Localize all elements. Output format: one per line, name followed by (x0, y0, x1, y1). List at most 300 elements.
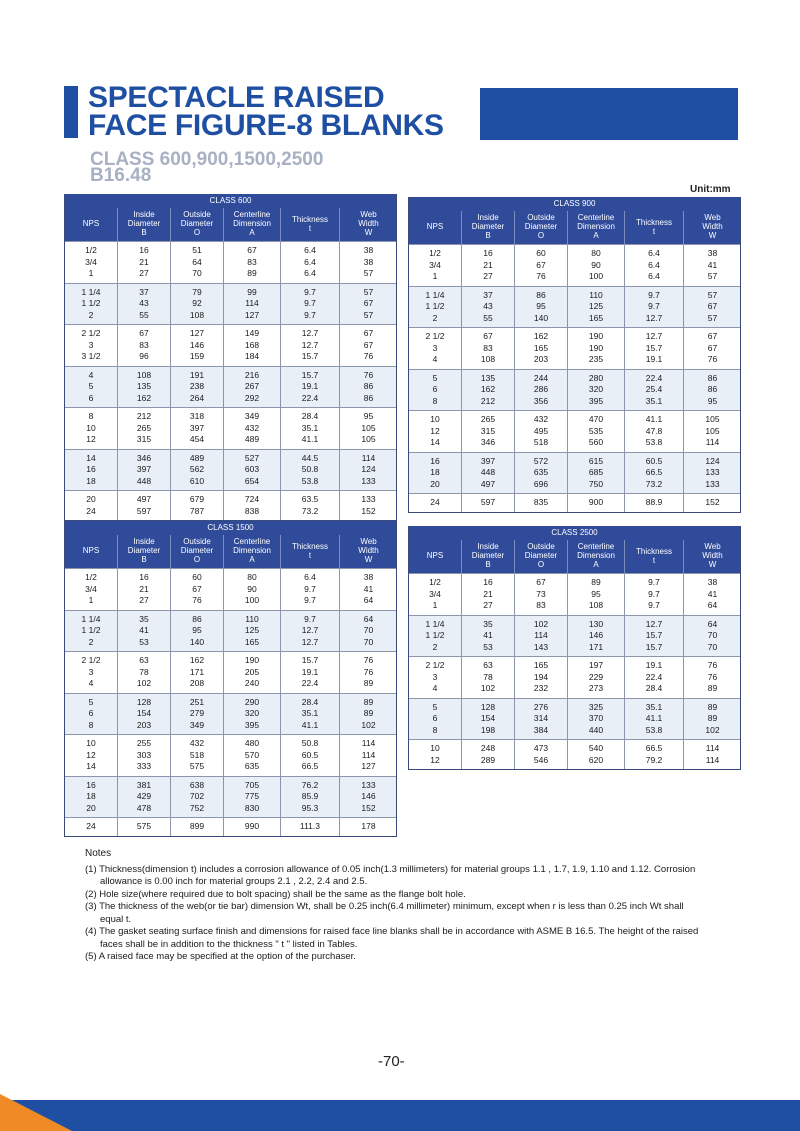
table-cell: 229 (588, 671, 604, 682)
column-header-inside-diameter (117, 208, 170, 241)
table-cell: 67 (536, 577, 546, 587)
table-column-cells (339, 735, 397, 776)
table-column-cells (170, 694, 223, 735)
table-cell: 1 1/4 (425, 618, 445, 629)
table-cell: 89 (707, 683, 718, 693)
column-header-thickness (624, 211, 683, 244)
title-decor-block (480, 88, 738, 140)
table-cell: 60.5 (301, 749, 319, 760)
column-header-nps (409, 540, 461, 573)
table-column-cells (339, 694, 397, 735)
table-cell: 146 (361, 791, 376, 801)
table-column-cells (514, 370, 567, 411)
table-column-cells (461, 411, 514, 452)
column-header-web-width (339, 535, 397, 568)
table-cell: 610 (189, 475, 205, 486)
column-header-text: Dimension (577, 221, 615, 231)
table-cell: 92 (192, 298, 202, 308)
table-cell: 114 (361, 452, 376, 463)
table-cell: 203 (136, 719, 152, 730)
table-column-cells (117, 491, 170, 520)
table-cell: 128 (136, 696, 152, 707)
table-cell: 14 (86, 452, 96, 463)
table-cell: 212 (136, 411, 152, 421)
table-cell: 12.7 (301, 625, 319, 635)
table-column-cells (339, 818, 397, 836)
table-cell: 303 (136, 749, 152, 760)
table-column-cells (65, 611, 117, 652)
column-header-text: O (193, 228, 201, 238)
table-cell: 9.7 (304, 298, 316, 308)
table-column-cells (514, 453, 567, 494)
column-header-text: W (708, 231, 717, 241)
column-header-text: Diameter (471, 550, 505, 560)
table-cell: 346 (136, 452, 152, 463)
table-column-cells (117, 450, 170, 491)
table-column-cells (683, 370, 741, 411)
table-cell: 44.5 (301, 452, 319, 463)
table-column-cells (514, 245, 567, 286)
table-column-cells (223, 818, 280, 836)
table-cell: 66.5 (645, 467, 663, 477)
table-cell: 41 (707, 259, 718, 270)
table-cell: 10 (86, 738, 96, 748)
table-row-group (409, 656, 740, 698)
table-cell: 12 (430, 754, 440, 765)
table-cell: 2 1/2 (81, 328, 101, 338)
table-column-cells (624, 370, 683, 411)
column-header-text: Centerline (233, 210, 271, 220)
table-cell: 165 (244, 636, 260, 647)
title-line-2: FACE FIGURE-8 BLANKS (88, 109, 444, 142)
table-column-cells (280, 569, 339, 610)
table-column-cells (514, 574, 567, 615)
table-column-cells (409, 616, 461, 657)
table-cell: 232 (533, 683, 549, 693)
table-cell: 6.4 (304, 256, 316, 267)
column-header-text: NPS (82, 546, 100, 556)
table-cell: 19.1 (301, 381, 319, 391)
table-cell: 43 (483, 301, 493, 311)
table-cell: 70 (707, 641, 718, 652)
table-cell: 146 (588, 630, 604, 640)
table-cell: 53.8 (301, 475, 319, 486)
table-class-label: CLASS 2500 (409, 526, 740, 540)
table-cell: 9.7 (304, 309, 316, 320)
table-cell: 67 (483, 331, 493, 341)
column-header-text: Outside (527, 542, 555, 552)
table-cell: 635 (244, 761, 260, 771)
table-column-cells (514, 657, 567, 698)
table-cell: 454 (189, 434, 205, 444)
table-cell: 100 (588, 271, 604, 281)
table-cell: 105 (361, 422, 376, 433)
column-header-text: Thickness (291, 214, 328, 224)
table-cell: 149 (244, 328, 260, 338)
table-row-group (65, 734, 396, 776)
table-cell: 696 (533, 478, 549, 489)
table-cell: 1 (432, 600, 438, 610)
table-cell: 12.7 (301, 328, 319, 338)
table-cell: 238 (189, 381, 205, 391)
column-header-outside-diameter (170, 535, 223, 568)
table-column-cells (280, 818, 339, 836)
table-cell: 67 (247, 245, 257, 255)
table-cell: 3 (432, 342, 438, 353)
table-cell: 1 1/2 (81, 625, 101, 635)
table-cell: 105 (705, 425, 720, 436)
table-column-cells (223, 408, 280, 449)
table-column-cells (683, 453, 741, 494)
table-column-cells (117, 652, 170, 693)
table-cell: 9.7 (304, 613, 316, 624)
table-cell: 89 (707, 713, 718, 723)
table-cell: 497 (136, 494, 152, 504)
table-cell: 448 (136, 475, 152, 486)
table-column-cells (409, 328, 461, 369)
table-cell: 2 1/2 (425, 660, 445, 670)
table-row-group (409, 615, 740, 657)
column-header-text: Diameter (524, 221, 558, 231)
table-cell: 162 (533, 331, 549, 341)
table-column-cells (65, 242, 117, 283)
table-cell: 24 (430, 497, 440, 507)
table-cell: 16 (483, 248, 493, 258)
table-cell: 165 (533, 342, 549, 353)
column-header-text: Centerline (577, 542, 615, 552)
column-header-text: Inside (477, 213, 499, 223)
note-1: (1) Thickness(dimension t) includes a corrosion allowance of 0.05 inch(1.3 millimeters) for material groups 1.1 , 1.7, 1.9, 1.10 and 1.12. Corrosion (85, 863, 696, 875)
table-cell: 55 (139, 309, 149, 320)
table-column-cells (339, 777, 397, 818)
table-cell: 6 (88, 708, 94, 718)
table-cell: 19.1 (645, 660, 663, 670)
table-cell: 6 (88, 392, 94, 403)
table-cell: 25.4 (645, 384, 663, 394)
table-cell: 603 (244, 464, 260, 474)
table-cell: 21 (139, 256, 149, 267)
table-cell: 597 (480, 497, 496, 507)
table-column-cells (683, 699, 741, 740)
table-cell: 2 1/2 (81, 655, 101, 665)
table-cell: 280 (588, 372, 604, 383)
table-cell: 19.1 (301, 666, 319, 677)
table-column-cells (624, 411, 683, 452)
table-cell: 64 (707, 600, 718, 610)
table-cell: 597 (136, 505, 152, 516)
table-column-cells (280, 325, 339, 366)
table-cell: 124 (705, 455, 720, 466)
column-header-text: B (485, 231, 491, 241)
table-column-cells (514, 287, 567, 328)
table-cell: 22.4 (301, 392, 319, 403)
table-cell: 1/2 (85, 572, 97, 582)
table-cell: 6.4 (648, 248, 660, 258)
table-cell: 35.1 (645, 701, 663, 712)
table-cell: 27 (483, 600, 493, 610)
table-cell: 41 (483, 630, 493, 640)
table-cell: 194 (533, 671, 549, 682)
table-cell: 78 (483, 671, 493, 682)
table-cell: 76 (707, 660, 718, 670)
table-cell: 22.4 (301, 678, 319, 688)
table-cell: 127 (189, 328, 205, 338)
table-cell: 76 (363, 369, 374, 380)
table-cell: 1 1/4 (81, 613, 101, 624)
table-column-cells (117, 284, 170, 325)
column-header-inside-diameter (461, 540, 514, 573)
table-cell: 130 (588, 618, 604, 629)
table-cell: 615 (588, 455, 604, 466)
table-column-cells (624, 245, 683, 286)
table-column-cells (339, 408, 397, 449)
table-column-cells (461, 453, 514, 494)
table-cell: 80 (591, 248, 601, 258)
column-header-text: Dimension (233, 545, 271, 555)
table-column-cells (624, 453, 683, 494)
table-cell: 292 (244, 392, 260, 403)
column-header-text: Outside (183, 210, 211, 220)
table-column-cells (223, 652, 280, 693)
table-column-cells (461, 616, 514, 657)
column-header-text: Diameter (127, 545, 161, 555)
table-column-cells (683, 657, 741, 698)
note-4-cont: faces shall be in addition to the thickness " t " listed in Tables. (100, 938, 358, 950)
table-cell: 41.1 (301, 434, 319, 444)
table-column-cells (339, 491, 397, 520)
table-cell: 620 (588, 754, 604, 765)
table-cell: 1 (88, 595, 94, 605)
table-column-cells (624, 616, 683, 657)
page-title (88, 81, 444, 142)
table-cell: 15.7 (301, 655, 319, 665)
table-cell: 102 (361, 719, 376, 730)
table-cell: 41.1 (645, 713, 663, 723)
table-cell: 133 (361, 779, 376, 790)
table-cell: 60.5 (645, 455, 663, 466)
column-header-centerline-dimension (567, 211, 624, 244)
table-column-cells (461, 328, 514, 369)
table-cell: 57 (707, 312, 718, 323)
table-column-cells (409, 287, 461, 328)
table-column-cells (65, 367, 117, 408)
table-cell: 18 (430, 467, 440, 477)
column-header-text: NPS (426, 551, 444, 561)
table-column-cells (170, 450, 223, 491)
table-column-cells (567, 494, 624, 512)
table-cell: 73.2 (645, 478, 663, 489)
table-cell: 20 (86, 494, 96, 504)
table-cell: 244 (533, 372, 549, 383)
table-cell: 51 (192, 245, 202, 255)
table-cell: 12.7 (301, 339, 319, 350)
table-cell: 6 (432, 384, 438, 394)
table-cell: 440 (588, 724, 604, 735)
table-cell: 1 (432, 271, 438, 281)
table-class-label: CLASS 600 (65, 194, 396, 208)
table-cell: 85.9 (301, 791, 319, 801)
table-column-cells (223, 242, 280, 283)
table-column-cells (170, 325, 223, 366)
table-column-cells (567, 699, 624, 740)
table-cell: 125 (244, 625, 260, 635)
table-cell: 535 (588, 425, 604, 436)
table-column-cells (170, 652, 223, 693)
column-header-text: B (141, 555, 147, 565)
table-column-cells (461, 245, 514, 286)
column-header-text: Thickness (635, 546, 672, 556)
table-cell: 114 (245, 298, 259, 308)
table-cell: 235 (588, 354, 604, 364)
table-cell: 489 (244, 434, 260, 444)
table-cell: 21 (139, 583, 149, 594)
table-row-group (65, 490, 396, 520)
table-column-cells (339, 652, 397, 693)
column-header-text: Centerline (233, 537, 271, 547)
table-column-cells (65, 818, 117, 836)
note-5: (5) A raised face may be specified at the option of the purchaser. (85, 951, 356, 962)
page-number: -70- (378, 1053, 405, 1070)
table-cell: 154 (480, 713, 496, 723)
table-cell: 50.8 (301, 464, 319, 474)
unit-label: Unit:mm (690, 184, 731, 195)
table-column-cells (339, 284, 397, 325)
footer-accent (0, 1094, 72, 1131)
column-header-centerline-dimension (567, 540, 624, 573)
column-header-text: W (364, 228, 373, 238)
table-cell: 1/2 (429, 248, 441, 258)
table-cell: 1 1/2 (425, 630, 445, 640)
table-cell: 370 (588, 713, 604, 723)
table-cell: 395 (244, 719, 260, 730)
table-cell: 90 (591, 259, 601, 270)
column-header-text: Web (360, 210, 377, 220)
table-cell: 24 (86, 505, 96, 516)
table-class-2500 (408, 526, 741, 770)
table-cell: 162 (136, 392, 152, 403)
table-column-cells (461, 657, 514, 698)
table-column-cells (117, 694, 170, 735)
table-column-cells (461, 494, 514, 512)
table-column-cells (624, 494, 683, 512)
table-column-cells (624, 740, 683, 769)
table-column-cells (409, 370, 461, 411)
table-column-cells (170, 818, 223, 836)
note-4: (4) The gasket seating surface finish and dimensions for raised face line blanks shall be in accordance with ASME B 16.5. The height of the raised (85, 926, 699, 937)
table-column-cells (280, 777, 339, 818)
table-cell: 289 (480, 754, 496, 765)
table-row-group (409, 286, 740, 328)
table-cell: 90 (247, 583, 257, 594)
table-column-cells (223, 611, 280, 652)
column-header-inside-diameter (117, 535, 170, 568)
table-cell: 114 (361, 738, 376, 748)
table-cell: 76 (536, 271, 546, 281)
table-cell: 190 (588, 342, 604, 353)
table-cell: 64 (363, 613, 374, 624)
table-cell: 27 (483, 271, 493, 281)
table-cell: 384 (533, 724, 549, 735)
table-cell: 276 (533, 701, 549, 712)
table-cell: 146 (189, 339, 205, 350)
table-cell: 9.7 (304, 595, 316, 605)
table-column-cells (567, 740, 624, 769)
table-cell: 10 (430, 743, 440, 753)
table-column-cells (65, 777, 117, 818)
table-cell: 114 (705, 743, 720, 753)
table-row-group (65, 568, 396, 610)
column-header-text: Outside (527, 213, 555, 223)
table-column-cells (567, 328, 624, 369)
table-cell: 70 (707, 630, 718, 640)
table-column-cells (567, 574, 624, 615)
table-column-cells (339, 242, 397, 283)
table-cell: 35 (483, 618, 493, 629)
table-column-cells (624, 657, 683, 698)
table-cell: 76 (363, 655, 374, 665)
table-column-cells (280, 367, 339, 408)
table-column-cells (223, 284, 280, 325)
table-cell: 133 (361, 494, 376, 504)
table-column-cells (170, 569, 223, 610)
table-column-cells (65, 408, 117, 449)
table-cell: 495 (533, 425, 549, 436)
table-cell: 165 (588, 312, 604, 323)
table-row-group (409, 573, 740, 615)
table-column-cells (339, 325, 397, 366)
table-cell: 473 (533, 743, 549, 753)
column-header-thickness (280, 535, 339, 568)
table-column-cells (223, 569, 280, 610)
table-column-cells (65, 450, 117, 491)
table-cell: 314 (533, 713, 549, 723)
column-header-outside-diameter (170, 208, 223, 241)
table-cell: 1/2 (429, 577, 441, 587)
table-row-group (409, 410, 740, 452)
column-header-text: A (249, 555, 255, 565)
table-column-cells (461, 699, 514, 740)
table-column-cells (223, 450, 280, 491)
table-column-cells (170, 491, 223, 520)
table-cell: 12 (430, 425, 440, 436)
table-cell: 27 (139, 268, 149, 278)
table-cell: 102 (480, 683, 496, 693)
table-cell: 38 (363, 245, 374, 255)
table-cell: 15.7 (645, 641, 663, 652)
table-cell: 110 (589, 289, 603, 300)
table-cell: 432 (244, 422, 260, 433)
table-cell: 70 (363, 625, 374, 635)
table-cell: 67 (363, 298, 374, 308)
table-row-group (65, 407, 396, 449)
table-cell: 86 (192, 613, 202, 624)
table-cell: 35.1 (301, 422, 319, 433)
table-cell: 1 1/4 (425, 289, 445, 300)
table-row-group (409, 327, 740, 369)
table-cell: 9.7 (304, 583, 316, 594)
table-column-cells (567, 287, 624, 328)
table-cell: 432 (189, 738, 205, 748)
table-cell: 216 (244, 369, 260, 380)
table-cell: 679 (189, 494, 205, 504)
column-header-nps (409, 211, 461, 244)
table-cell: 775 (244, 791, 260, 801)
table-cell: 3/4 (429, 259, 441, 270)
table-cell: 320 (244, 708, 260, 718)
column-header-text: NPS (82, 219, 100, 229)
table-cell: 724 (244, 494, 260, 504)
table-column-cells (409, 453, 461, 494)
